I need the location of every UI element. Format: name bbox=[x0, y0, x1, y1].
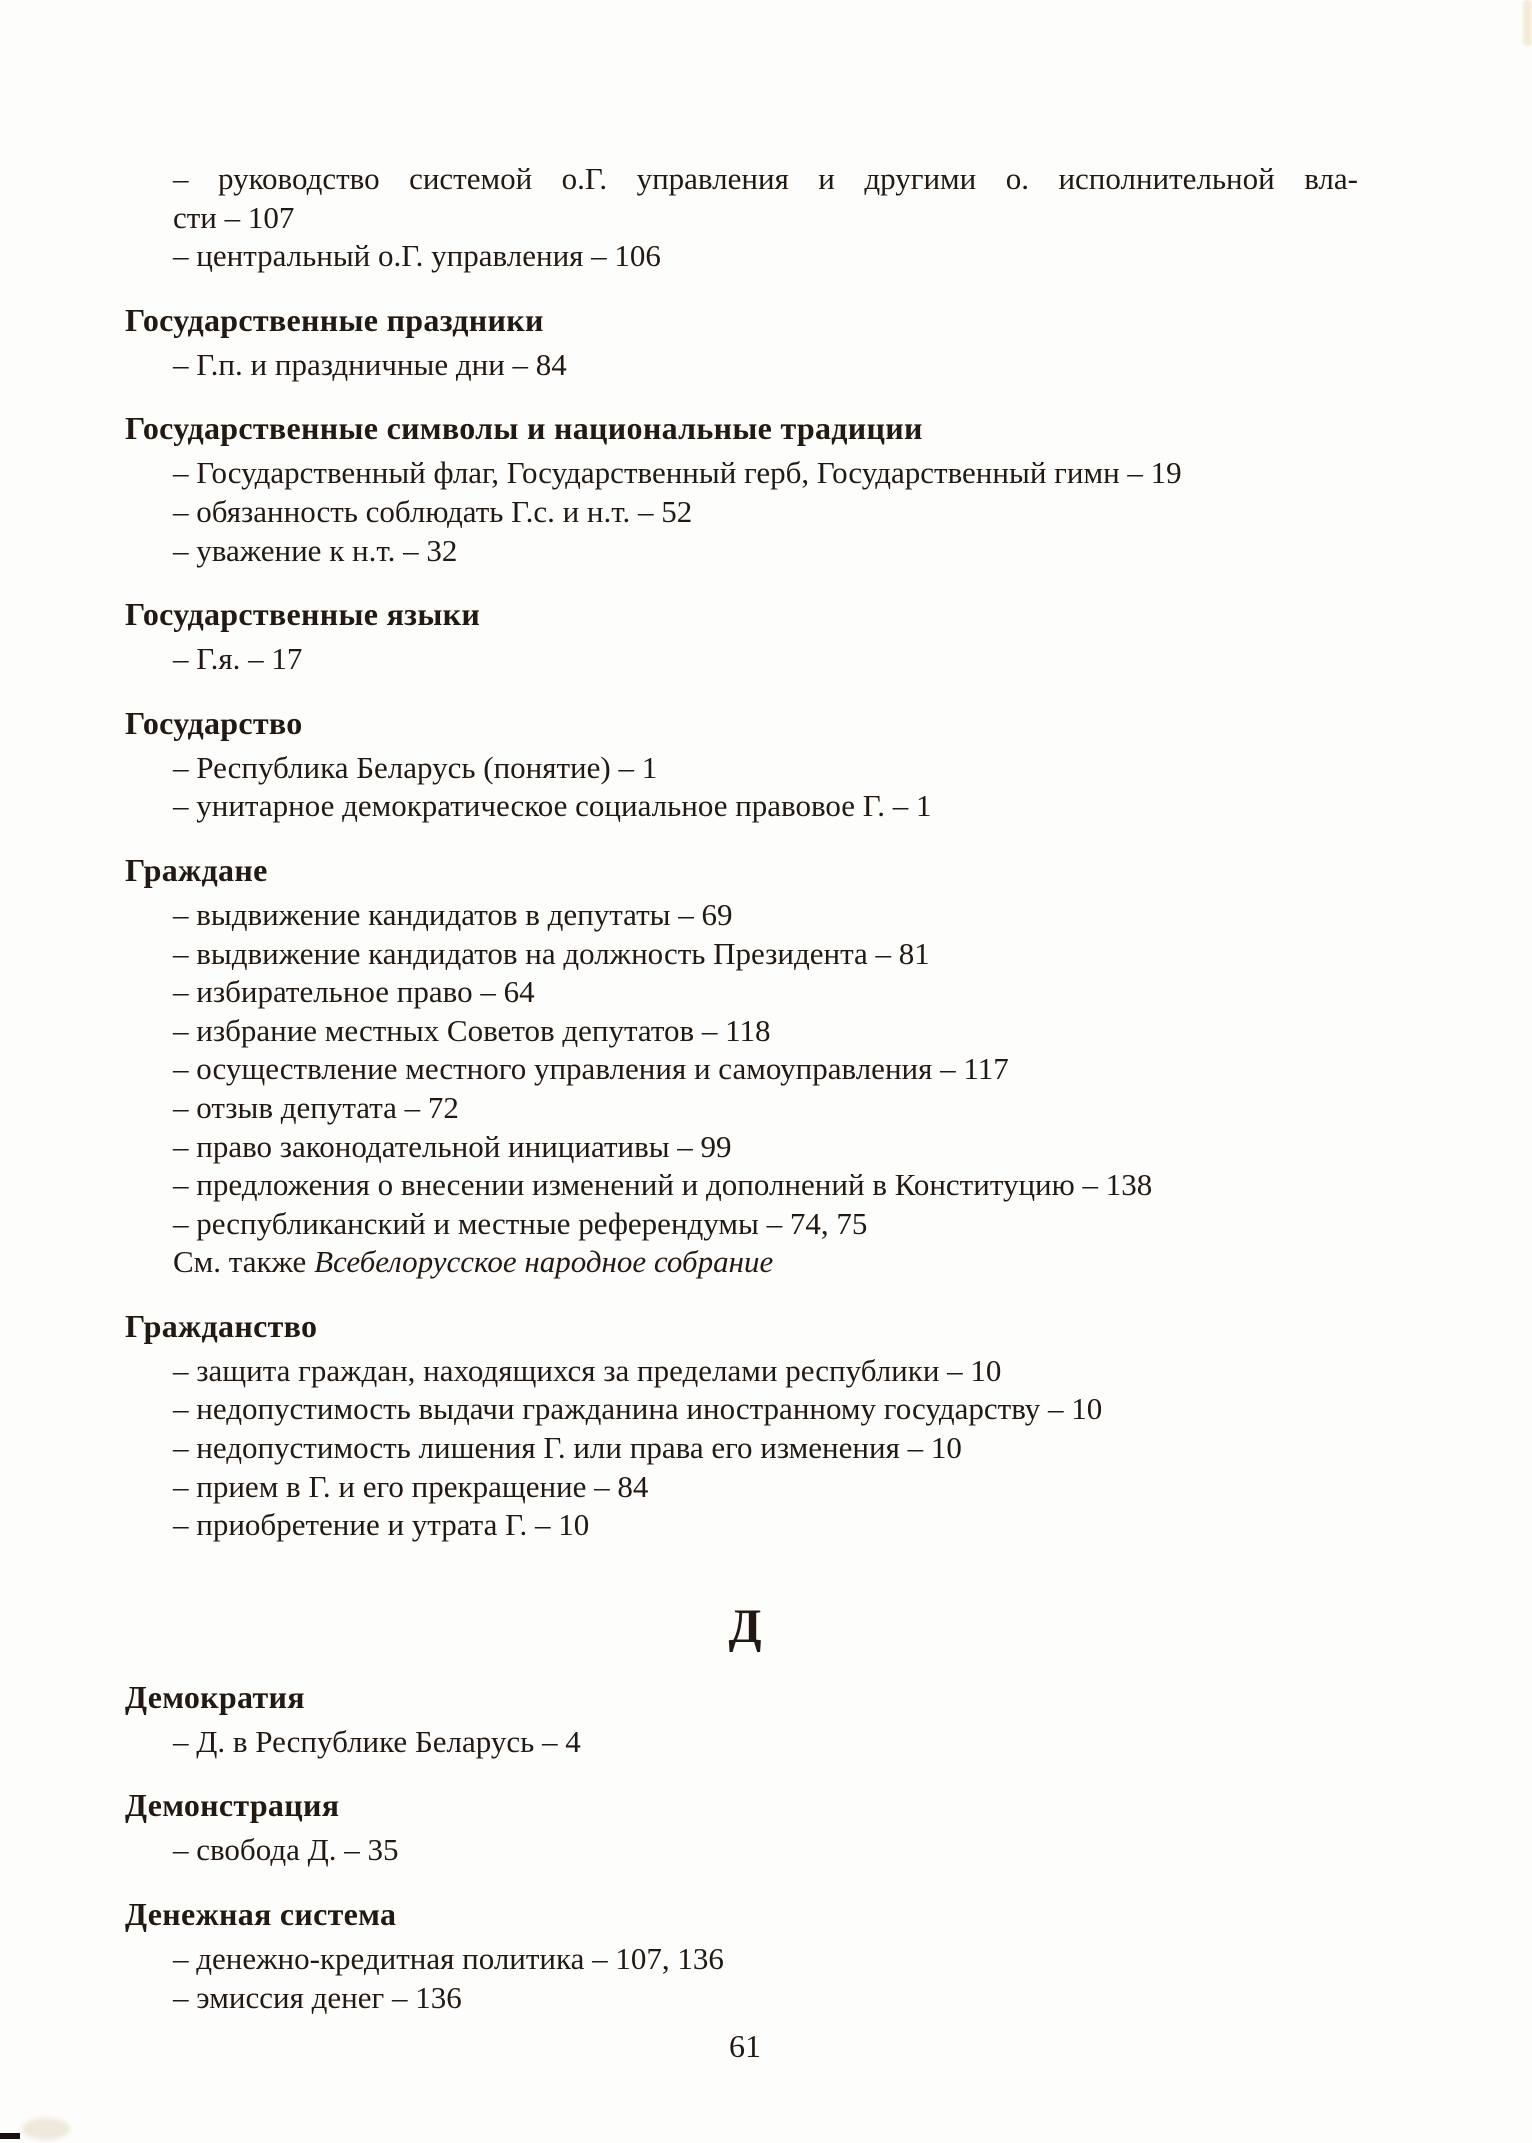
scan-artifact-top-right bbox=[1523, 0, 1532, 46]
index-entry: – недопустимость выдачи гражданина иностранному государству – 10 bbox=[173, 1391, 1103, 1427]
index-entry-wrapped bbox=[173, 160, 1358, 237]
index-entry: – центральный о.Г. управления – 106 bbox=[173, 238, 661, 274]
index-entry: – унитарное демократическое социальное правовое Г. – 1 bbox=[173, 788, 932, 824]
entry-heading: Демонстрация bbox=[125, 1787, 340, 1824]
index-entry: – недопустимость лишения Г. или права его изменения – 10 bbox=[173, 1430, 962, 1466]
index-entry: – осуществление местного управления и самоуправления – 117 bbox=[173, 1051, 1009, 1087]
entry-heading: Государство bbox=[125, 704, 303, 741]
index-entry: – прием в Г. и его прекращение – 84 bbox=[173, 1468, 649, 1504]
index-entry: – уважение к н.т. – 32 bbox=[173, 532, 458, 568]
page-number: 61 bbox=[729, 2028, 761, 2064]
scan-artifact-smudge bbox=[22, 2118, 70, 2140]
index-entry: – свобода Д. – 35 bbox=[173, 1832, 399, 1868]
index-entry: – обязанность соблюдать Г.с. и н.т. – 52 bbox=[173, 493, 693, 529]
index-entry: – право законодательной инициативы – 99 bbox=[173, 1128, 732, 1164]
see-also-entry bbox=[173, 1243, 1358, 1282]
index-entry: – Г.я. – 17 bbox=[173, 641, 303, 677]
index-entry: – выдвижение кандидатов в депутаты – 69 bbox=[173, 896, 733, 932]
index-entry: – выдвижение кандидатов на должность Президента – 81 bbox=[173, 935, 930, 971]
letter-heading: Д bbox=[728, 1599, 762, 1653]
index-entry: – приобретение и утрата Г. – 10 bbox=[173, 1507, 590, 1543]
index-entry: – Государственный флаг, Государственный герб, Государственный гимн – 19 bbox=[173, 455, 1182, 491]
entry-heading: Граждане bbox=[125, 851, 268, 888]
index-entry: – предложения о внесении изменений и дополнений в Конституцию – 138 bbox=[173, 1167, 1153, 1203]
index-entry: – отзыв депутата – 72 bbox=[173, 1089, 459, 1125]
entry-line: – руководство системой о.Г. управления и другими о. исполнительной вла- bbox=[173, 161, 1358, 196]
index-entry: – денежно-кредитная политика – 107, 136 bbox=[173, 1941, 724, 1977]
entry-line: сти – 107 bbox=[173, 199, 295, 235]
see-also-reference: Всебелорусское народное собрание bbox=[314, 1244, 774, 1280]
index-entry: – избирательное право – 64 bbox=[173, 974, 535, 1010]
entry-heading: Денежная система bbox=[125, 1896, 397, 1933]
entry-heading: Государственные символы и национальные традиции bbox=[125, 410, 923, 447]
entry-heading: Демократия bbox=[125, 1678, 305, 1715]
entry-heading: Государственные праздники bbox=[125, 301, 544, 338]
index-entry: – эмиссия денег – 136 bbox=[173, 1979, 462, 2015]
index-entry: – республиканский и местные референдумы – 74, 75 bbox=[173, 1205, 868, 1241]
see-also-prefix: См. также bbox=[173, 1244, 315, 1280]
entry-heading: Гражданство bbox=[125, 1307, 318, 1344]
index-entry: – Республика Беларусь (понятие) – 1 bbox=[173, 749, 658, 785]
scan-artifact-dash bbox=[0, 2133, 20, 2139]
index-entry: – избрание местных Советов депутатов – 118 bbox=[173, 1012, 771, 1048]
index-entry: – Г.п. и праздничные дни – 84 bbox=[173, 346, 567, 382]
entry-heading: Государственные языки bbox=[125, 596, 481, 633]
index-entry: – защита граждан, находящихся за пределами республики – 10 bbox=[173, 1352, 1002, 1388]
index-entry: – Д. в Республике Беларусь – 4 bbox=[173, 1723, 581, 1759]
index-content bbox=[125, 160, 1365, 2017]
